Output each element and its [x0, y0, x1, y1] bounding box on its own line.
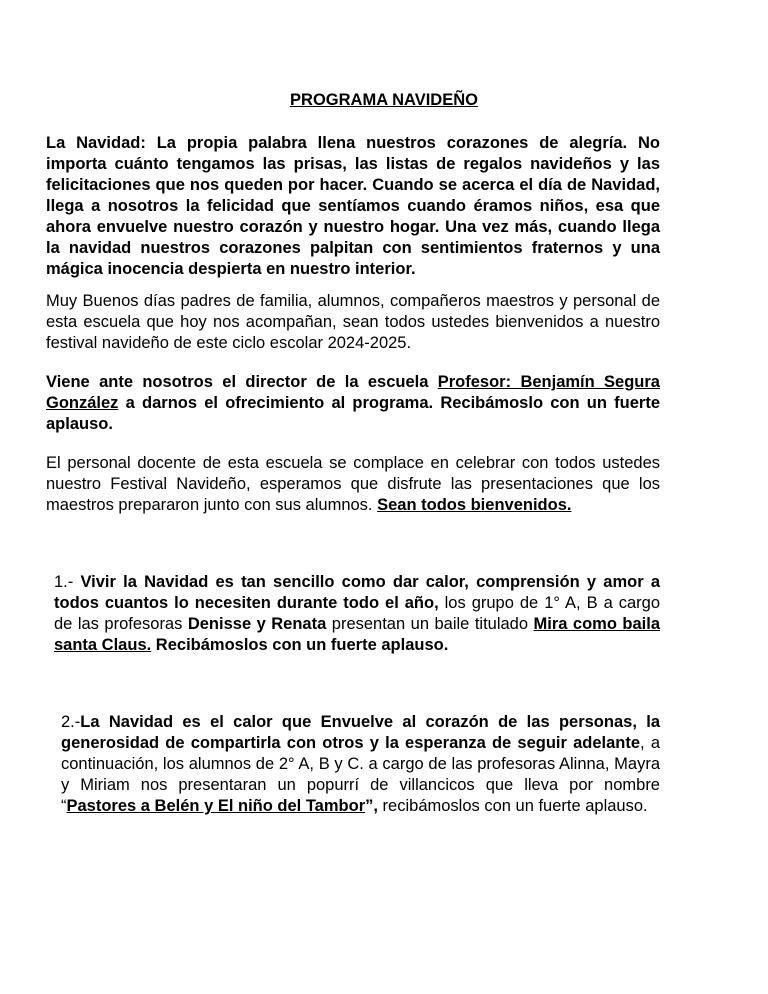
item-2-song: Pastores a Belén y El niño del Tambor: [66, 797, 366, 815]
welcome-paragraph: [46, 291, 660, 354]
director-closing: a darnos el ofrecimiento al programa. Recibámoslo con un fuerte aplauso.: [46, 394, 660, 433]
item-2-closing: recibámoslos con un fuerte aplauso.: [377, 797, 648, 815]
staff-welcome: Sean todos bienvenidos.: [377, 496, 572, 514]
director-intro: Viene ante nosotros el director de la escuela: [46, 373, 438, 391]
program-item-2: [61, 712, 660, 817]
staff-paragraph: [46, 453, 660, 516]
item-1-song: Mira como baila santa Claus.: [54, 615, 661, 654]
staff-text: El personal docente de esta escuela se complace en celebrar con todos ustedes nuestro Festival Navideño, esperamos que disfrute las presentaciones que los maestros prepararon junto con sus alumnos.: [46, 454, 660, 514]
item-2-quote-open: “: [61, 797, 67, 815]
item-1-number: 1.-: [54, 573, 81, 591]
item-1-text: los grupo de 1° A, B a cargo de las profesoras: [54, 594, 660, 633]
item-1-teachers: Denisse y Renata: [187, 615, 327, 633]
page-title: PROGRAMA NAVIDEÑO: [290, 91, 478, 109]
program-item-1: [54, 572, 660, 656]
item-2-number: 2.-: [61, 713, 81, 731]
welcome-text: Muy Buenos días padres de familia, alumnos, compañeros maestros y personal de esta escuela que hoy nos acompañan, sean todos ustedes bienvenidos a nuestro festival navideño de este ciclo escolar 2024-2025.: [46, 292, 660, 352]
item-2-quote: La Navidad es el calor que Envuelve al corazón de las personas, la generosidad de compartirla con otros y la esperanza de seguir adelante: [61, 713, 660, 752]
director-name: Profesor: Benjamín Segura González: [46, 373, 660, 412]
director-paragraph: [46, 372, 660, 435]
item-1-quote: Vivir la Navidad es tan sencillo como dar calor, comprensión y amor a todos cuantos lo necesiten durante todo el año,: [54, 573, 660, 612]
item-1-text-2: presentan un baile titulado: [326, 615, 534, 633]
intro-text: La Navidad: La propia palabra llena nuestros corazones de alegría. No importa cuánto tengamos las prisas, las listas de regalos navideños y las felicitaciones que nos queden por hacer. Cuando se acerca el día de Navidad, llega a nosotros la felicidad que sentíamos cuando éramos niños, esa que ahora envuelve nuestro corazón y nuestro hogar. Una vez más, cuando llega la navidad nuestros corazones palpitan con sentimientos fraternos y una mágica inocencia despierta en nuestro interior.: [46, 134, 660, 278]
item-2-quote-close: ”,: [365, 797, 378, 815]
item-1-closing: Recibámoslos con un fuerte aplauso.: [151, 636, 449, 654]
intro-paragraph: [46, 133, 660, 280]
item-2-text: , a continuación, los alumnos de 2° A, B y C. a cargo de las profesoras Alinna, Mayra y Miriam nos presentaran un popurrí de villancicos que lleva por nombre: [61, 734, 660, 794]
